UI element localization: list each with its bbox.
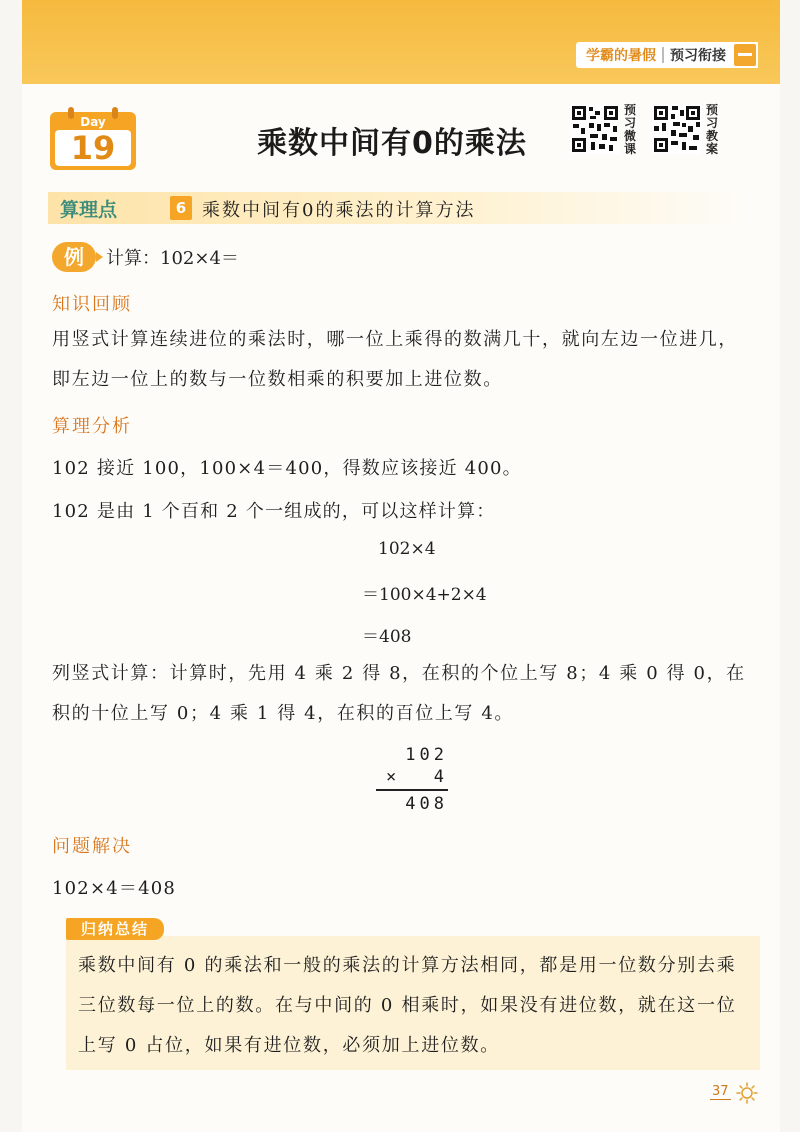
book-icon — [734, 44, 756, 66]
qr-caption-char: 课 — [624, 142, 637, 156]
vertical-multiplier-row — [376, 766, 448, 788]
example-icon: 例 — [52, 242, 96, 272]
day-badge — [50, 112, 160, 170]
example-arrow-icon — [96, 252, 103, 262]
qr-caption-char: 预 — [706, 103, 719, 117]
example-question: 计算：102×4＝ — [106, 248, 239, 269]
section-number: 6 — [170, 196, 192, 220]
qr-caption-char: 习 — [706, 116, 719, 130]
vertical-multiplication — [376, 744, 448, 815]
analysis-line-1: 102 接近 100，100×4＝400，得数应该接近 400。 — [52, 458, 522, 479]
series-subtitle: 预习衔接 — [670, 48, 726, 64]
header-band — [22, 0, 780, 84]
knowledge-text: 用竖式计算连续进位的乘法时，哪一位上乘得的数满几十，就向左边一位进几，即左边一位上的数与一位数相乘的积要加上进位数。 — [52, 329, 738, 390]
qr-caption-char: 预 — [624, 103, 637, 117]
qr-caption-char: 习 — [624, 116, 637, 130]
summary-text: 乘数中间有 0 的乘法和一般的乘法的计算方法相同，都是用一位数分别去乘三位数每一位上的数。在与中间的 0 相乘时，如果没有进位数，就在这一位上写 0 占位，如果有进位数，必须加上进位数。 — [78, 955, 737, 1056]
sun-icon — [736, 1082, 758, 1104]
qr-caption-char: 微 — [624, 129, 637, 143]
qr-caption — [706, 104, 720, 156]
summary-box — [66, 936, 760, 1070]
day-label: Day — [80, 115, 106, 129]
calc-step-3: ＝408 — [362, 627, 412, 647]
vertical-explanation: 列竖式计算：计算时，先用 4 乘 2 得 8，在积的个位上写 8；4 乘 0 得 0，在积的十位上写 0；4 乘 1 得 4，在积的百位上写 4。 — [52, 663, 746, 724]
section-title: 乘数中间有0的乘法的计算方法 — [202, 200, 476, 221]
solution-heading: 问题解决 — [52, 836, 132, 857]
section-header — [48, 192, 748, 224]
solution-text: 102×4＝408 — [52, 878, 177, 899]
calc-step-2: ＝100×4+2×4 — [362, 585, 487, 605]
qr-caption-char: 案 — [706, 142, 719, 156]
page-number: 37 — [712, 1084, 729, 1099]
page-title: 乘数中间有0的乘法 — [257, 126, 527, 161]
qr-caption — [624, 104, 638, 156]
qr-caption-char: 教 — [706, 129, 719, 143]
vertical-multiplier: 4 — [433, 767, 448, 787]
knowledge-heading: 知识回顾 — [52, 294, 132, 315]
day-number: 19 — [55, 130, 131, 166]
qr-code-icon[interactable] — [652, 104, 702, 154]
series-name: 学霸的暑假 — [586, 48, 656, 64]
multiply-sign: × — [386, 767, 397, 787]
analysis-heading: 算理分析 — [52, 416, 132, 437]
qr-code-icon[interactable] — [570, 104, 620, 154]
calendar-icon — [50, 112, 136, 170]
calc-step-1: 102×4 — [378, 539, 436, 559]
analysis-line-2: 102 是由 1 个百和 2 个一组成的，可以这样计算： — [52, 501, 496, 522]
section-tag: 算理点 — [60, 199, 118, 221]
summary-tag: 归纳总结 — [66, 918, 164, 940]
series-tag — [576, 42, 758, 68]
vertical-top-number: 102 — [405, 745, 448, 765]
vertical-result: 408 — [405, 793, 448, 814]
vertical-rule — [376, 789, 448, 791]
page — [22, 0, 780, 1132]
